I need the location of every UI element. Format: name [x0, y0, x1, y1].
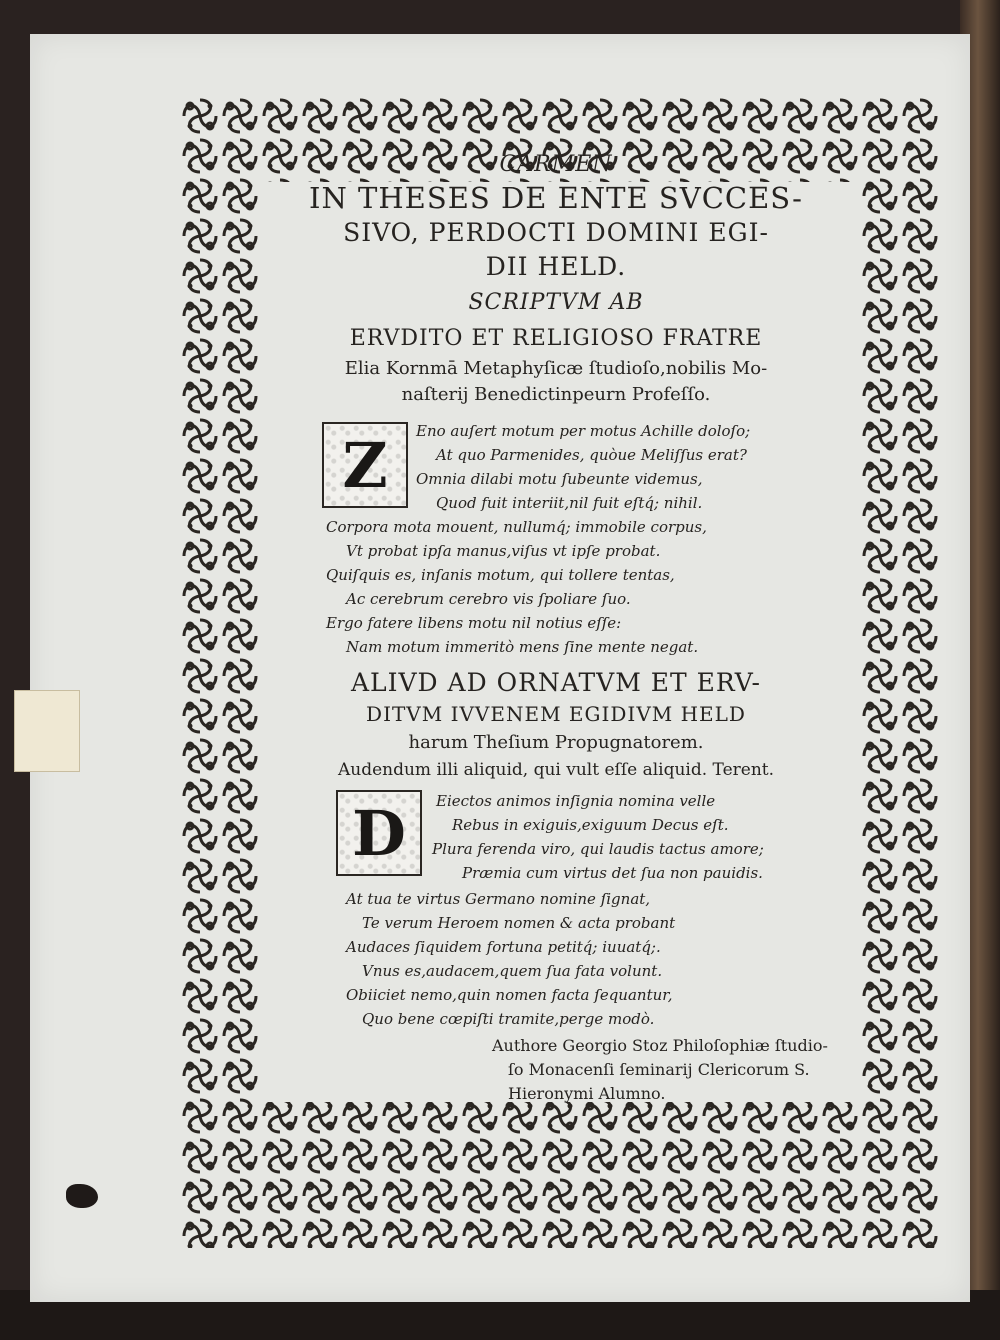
poem2-line-4: Præmia cum virtus det ſua non pauidis. — [462, 864, 763, 882]
poem1-line-3: Omnia dilabi motu ſubeunte videmus, — [416, 470, 703, 488]
poem1-line-9: Ergo fatere libens motu nil notius eſſe: — [326, 614, 622, 632]
drop-cap-d: D — [336, 790, 422, 876]
poem2-line-10: Quo bene cœpiſti tramite,perge modò. — [362, 1010, 655, 1028]
colophon-line-3: Hieronymi Alumno. — [508, 1084, 666, 1103]
poem2-line-3: Plura ferenda viro, qui laudis tactus amore; — [432, 840, 764, 858]
title-line-2: SIVO, PERDOCTI DOMINI EGI- — [343, 218, 769, 247]
poem1-line-6: Vt probat ipſa manus,viſus vt ipſe probat. — [346, 542, 661, 560]
poem1-line-2: At quo Parmenides, quòue Meliſſus erat? — [436, 446, 747, 464]
poem1-line-10: Nam motum immeritò mens ſine mente negat. — [346, 638, 699, 656]
scriptum-label: SCRIPTVM AB — [468, 290, 644, 315]
poem1-line-5: Corpora mota mouent, nullumq́; immobile corpus, — [326, 518, 707, 536]
poem2-line-7: Audaces ſiquidem fortuna petitq́; iuuatq́;. — [346, 938, 661, 956]
paper-bookmark-tab — [14, 690, 80, 772]
author-line-2: Elia Kornmā Metaphyſicæ ſtudioſo,nobilis Mo- — [344, 358, 768, 379]
author-line-1: ERVDITO ET RELIGIOSO FRATRE — [349, 326, 763, 351]
page — [30, 34, 970, 1302]
title-line-1: IN THESES DE ENTE SVCCES- — [309, 181, 803, 215]
carmen-label: CARMEN — [499, 152, 613, 177]
poem1-line-8: Ac cerebrum cerebro vis ſpoliare ſuo. — [346, 590, 631, 608]
second-title-line-2: DITVM IVVENEM EGIDIVM HELD — [366, 702, 746, 726]
author-line-3: naſterij Benedictinpeurn Profeſſo. — [401, 384, 711, 405]
poem2-line-8: Vnus es,audacem,quem ſua fata volunt. — [362, 962, 663, 980]
poem1-line-1: Eno auſert motum per motus Achille doloſo; — [416, 422, 751, 440]
page-damage-hole — [66, 1184, 98, 1208]
colophon-line-2: ſo Monacenſi ſeminarij Clericorum S. — [508, 1060, 810, 1079]
poem2-line-1: Eiectos animos inſignia nomina velle — [436, 792, 716, 810]
second-title-line-3: harum Theſium Propugnatorem. — [408, 732, 704, 753]
motto-line: Audendum illi aliquid, qui vult eſſe aliquid. Terent. — [337, 760, 774, 780]
title-line-3: DII HELD. — [485, 252, 627, 281]
second-title-line-1: ALIVD AD ORNATVM ET ERV- — [350, 668, 762, 697]
poem2-line-2: Rebus in exiguis,exiguum Decus eſt. — [452, 816, 729, 834]
text-block — [276, 142, 836, 1103]
poem2-line-5: At tua te virtus Germano nomine ſignat, — [346, 890, 651, 908]
poem2-line-6: Te verum Heroem nomen & acta probant — [362, 914, 676, 932]
poem1-line-4: Quod fuit interiit,nil fuit eſtq́; nihil. — [436, 494, 703, 512]
poem2-line-9: Obiiciet nemo,quin nomen facta ſequantur, — [346, 986, 673, 1004]
drop-cap-z: Z — [322, 422, 408, 508]
poem1-line-7: Quiſquis es, inſanis motum, qui tollere tentas, — [326, 566, 675, 584]
colophon-line-1: Authore Georgio Stoz Philoſophiæ ſtudio- — [492, 1036, 828, 1055]
